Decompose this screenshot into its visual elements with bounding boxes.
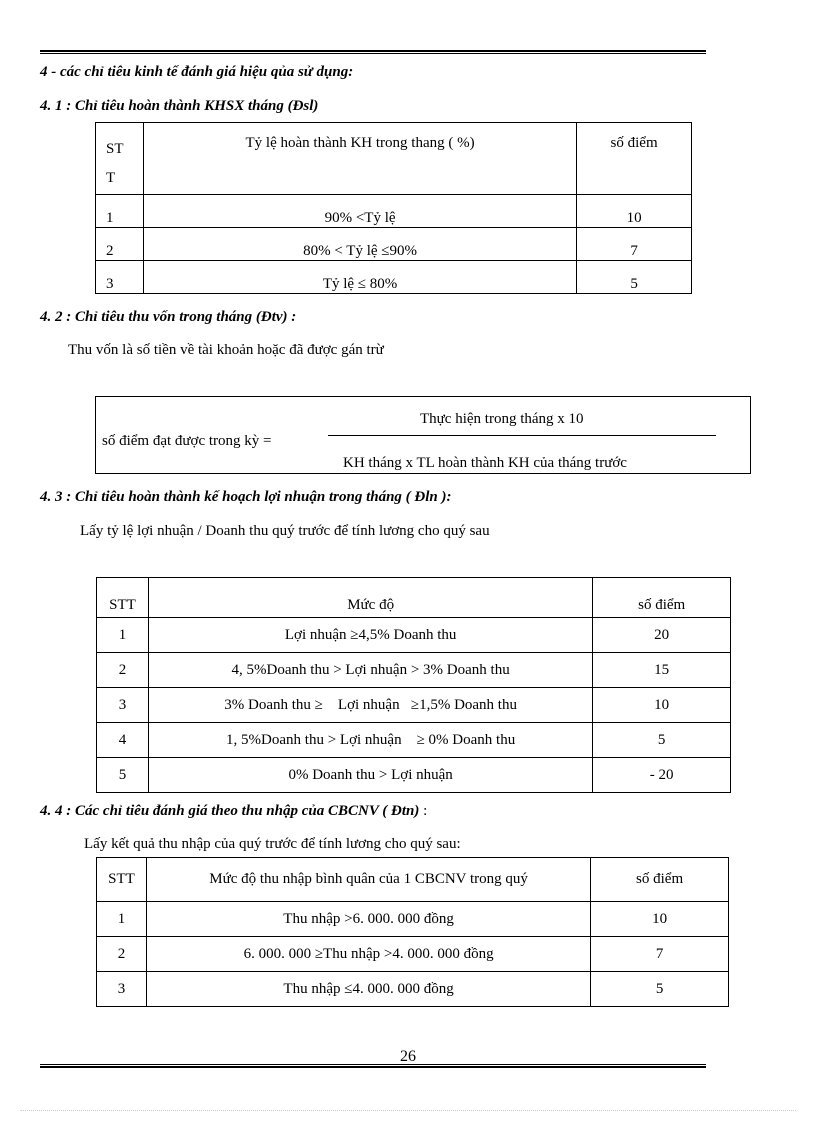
table-row: [97, 653, 731, 688]
header-stt: STT: [97, 858, 147, 902]
table-4-1: [95, 122, 692, 294]
table-row: [96, 195, 692, 228]
cell-income-level: 6. 000. 000 ≥Thu nhập >4. 000. 000 đồng: [146, 937, 590, 972]
paragraph-4-3: Lấy tỷ lệ lợi nhuận / Doanh thu quý trước để tính lương cho quý sau: [80, 523, 490, 539]
header-stt: STT: [97, 578, 149, 618]
table-row: [97, 902, 729, 937]
header-stt: ST T: [96, 123, 144, 195]
cell-stt: 2: [97, 937, 147, 972]
cell-points: 5: [577, 261, 692, 294]
cell-stt: 3: [96, 261, 144, 294]
cell-stt: 1: [97, 902, 147, 937]
formula-denominator: KH tháng x TL hoàn thành KH của tháng trước: [343, 455, 627, 471]
heading-4-3: 4. 3 : Chỉ tiêu hoàn thành kế hoạch lợi nhuận trong tháng ( Đln ):: [40, 489, 452, 505]
cell-points: 10: [591, 902, 729, 937]
cell-points: 10: [577, 195, 692, 228]
section-title: 4 - các chỉ tiêu kinh tế đánh giá hiệu qủa sử dụng:: [40, 64, 354, 80]
table-row: [97, 758, 731, 793]
table-row: [97, 972, 729, 1007]
cell-rate: 80% < Tỷ lệ ≤90%: [143, 228, 576, 261]
heading-4-2: 4. 2 : Chỉ tiêu thu vốn trong tháng (Đtv) :: [40, 309, 297, 325]
table-row: [97, 723, 731, 758]
cell-stt: 2: [97, 653, 149, 688]
cell-points: 10: [593, 688, 731, 723]
cell-points: 7: [591, 937, 729, 972]
table-row: [97, 937, 729, 972]
table-header-row: [96, 123, 692, 195]
footer-rule: [40, 1064, 706, 1068]
formula-label: số điểm đạt được trong kỳ =: [102, 433, 272, 449]
cell-points: 7: [577, 228, 692, 261]
cell-stt: 1: [96, 195, 144, 228]
header-points: số điểm: [591, 858, 729, 902]
table-row: [96, 228, 692, 261]
fraction-line: [328, 435, 716, 436]
cell-stt: 3: [97, 972, 147, 1007]
heading-4-1: 4. 1 : Chỉ tiêu hoàn thành KHSX tháng (Đsl): [40, 98, 319, 114]
cell-points: - 20: [593, 758, 731, 793]
paragraph-4-4: Lấy kết quả thu nhập của quý trước để tính lương cho quý sau:: [84, 836, 461, 852]
header-rule: [40, 50, 706, 54]
table-header-row: [97, 858, 729, 902]
cell-points: 5: [591, 972, 729, 1007]
table-4-4: [96, 857, 729, 1007]
cell-income-level: Thu nhập >6. 000. 000 đồng: [146, 902, 590, 937]
cell-rate: 90% <Tỷ lệ: [143, 195, 576, 228]
page-edge-dotted-line: [20, 1110, 796, 1111]
page-number: 26: [400, 1048, 416, 1065]
cell-level: 1, 5%Doanh thu > Lợi nhuận ≥ 0% Doanh thu: [148, 723, 592, 758]
header-points: số điểm: [593, 578, 731, 618]
table-row: [97, 618, 731, 653]
cell-points: 15: [593, 653, 731, 688]
cell-stt: 1: [97, 618, 149, 653]
cell-stt: 2: [96, 228, 144, 261]
cell-stt: 3: [97, 688, 149, 723]
cell-level: Lợi nhuận ≥4,5% Doanh thu: [148, 618, 592, 653]
header-level: Mức độ: [148, 578, 592, 618]
heading-4-4: 4. 4 : Các chỉ tiêu đánh giá theo thu nhập của CBCNV ( Đtn): [40, 803, 420, 819]
table-row: [97, 688, 731, 723]
cell-level: 3% Doanh thu ≥ Lợi nhuận ≥1,5% Doanh thu: [148, 688, 592, 723]
header-points: số điểm: [577, 123, 692, 195]
heading-4-4-tail: :: [419, 803, 428, 819]
table-4-3: [96, 577, 731, 793]
cell-rate: Tỷ lệ ≤ 80%: [143, 261, 576, 294]
formula-numerator: Thực hiện trong tháng x 10: [420, 411, 584, 427]
heading-4-4-line: [40, 803, 427, 820]
header-income-level: Mức độ thu nhập bình quân của 1 CBCNV trong quý: [146, 858, 590, 902]
cell-points: 5: [593, 723, 731, 758]
cell-income-level: Thu nhập ≤4. 000. 000 đồng: [146, 972, 590, 1007]
paragraph-4-2: Thu vốn là số tiền về tài khoản hoặc đã được gán trừ: [68, 342, 384, 358]
cell-stt: 4: [97, 723, 149, 758]
cell-points: 20: [593, 618, 731, 653]
table-header-row: [97, 578, 731, 618]
table-row: [96, 261, 692, 294]
cell-level: 0% Doanh thu > Lợi nhuận: [148, 758, 592, 793]
cell-stt: 5: [97, 758, 149, 793]
header-rate: Tỷ lệ hoàn thành KH trong thang ( %): [143, 123, 576, 195]
cell-level: 4, 5%Doanh thu > Lợi nhuận > 3% Doanh thu: [148, 653, 592, 688]
